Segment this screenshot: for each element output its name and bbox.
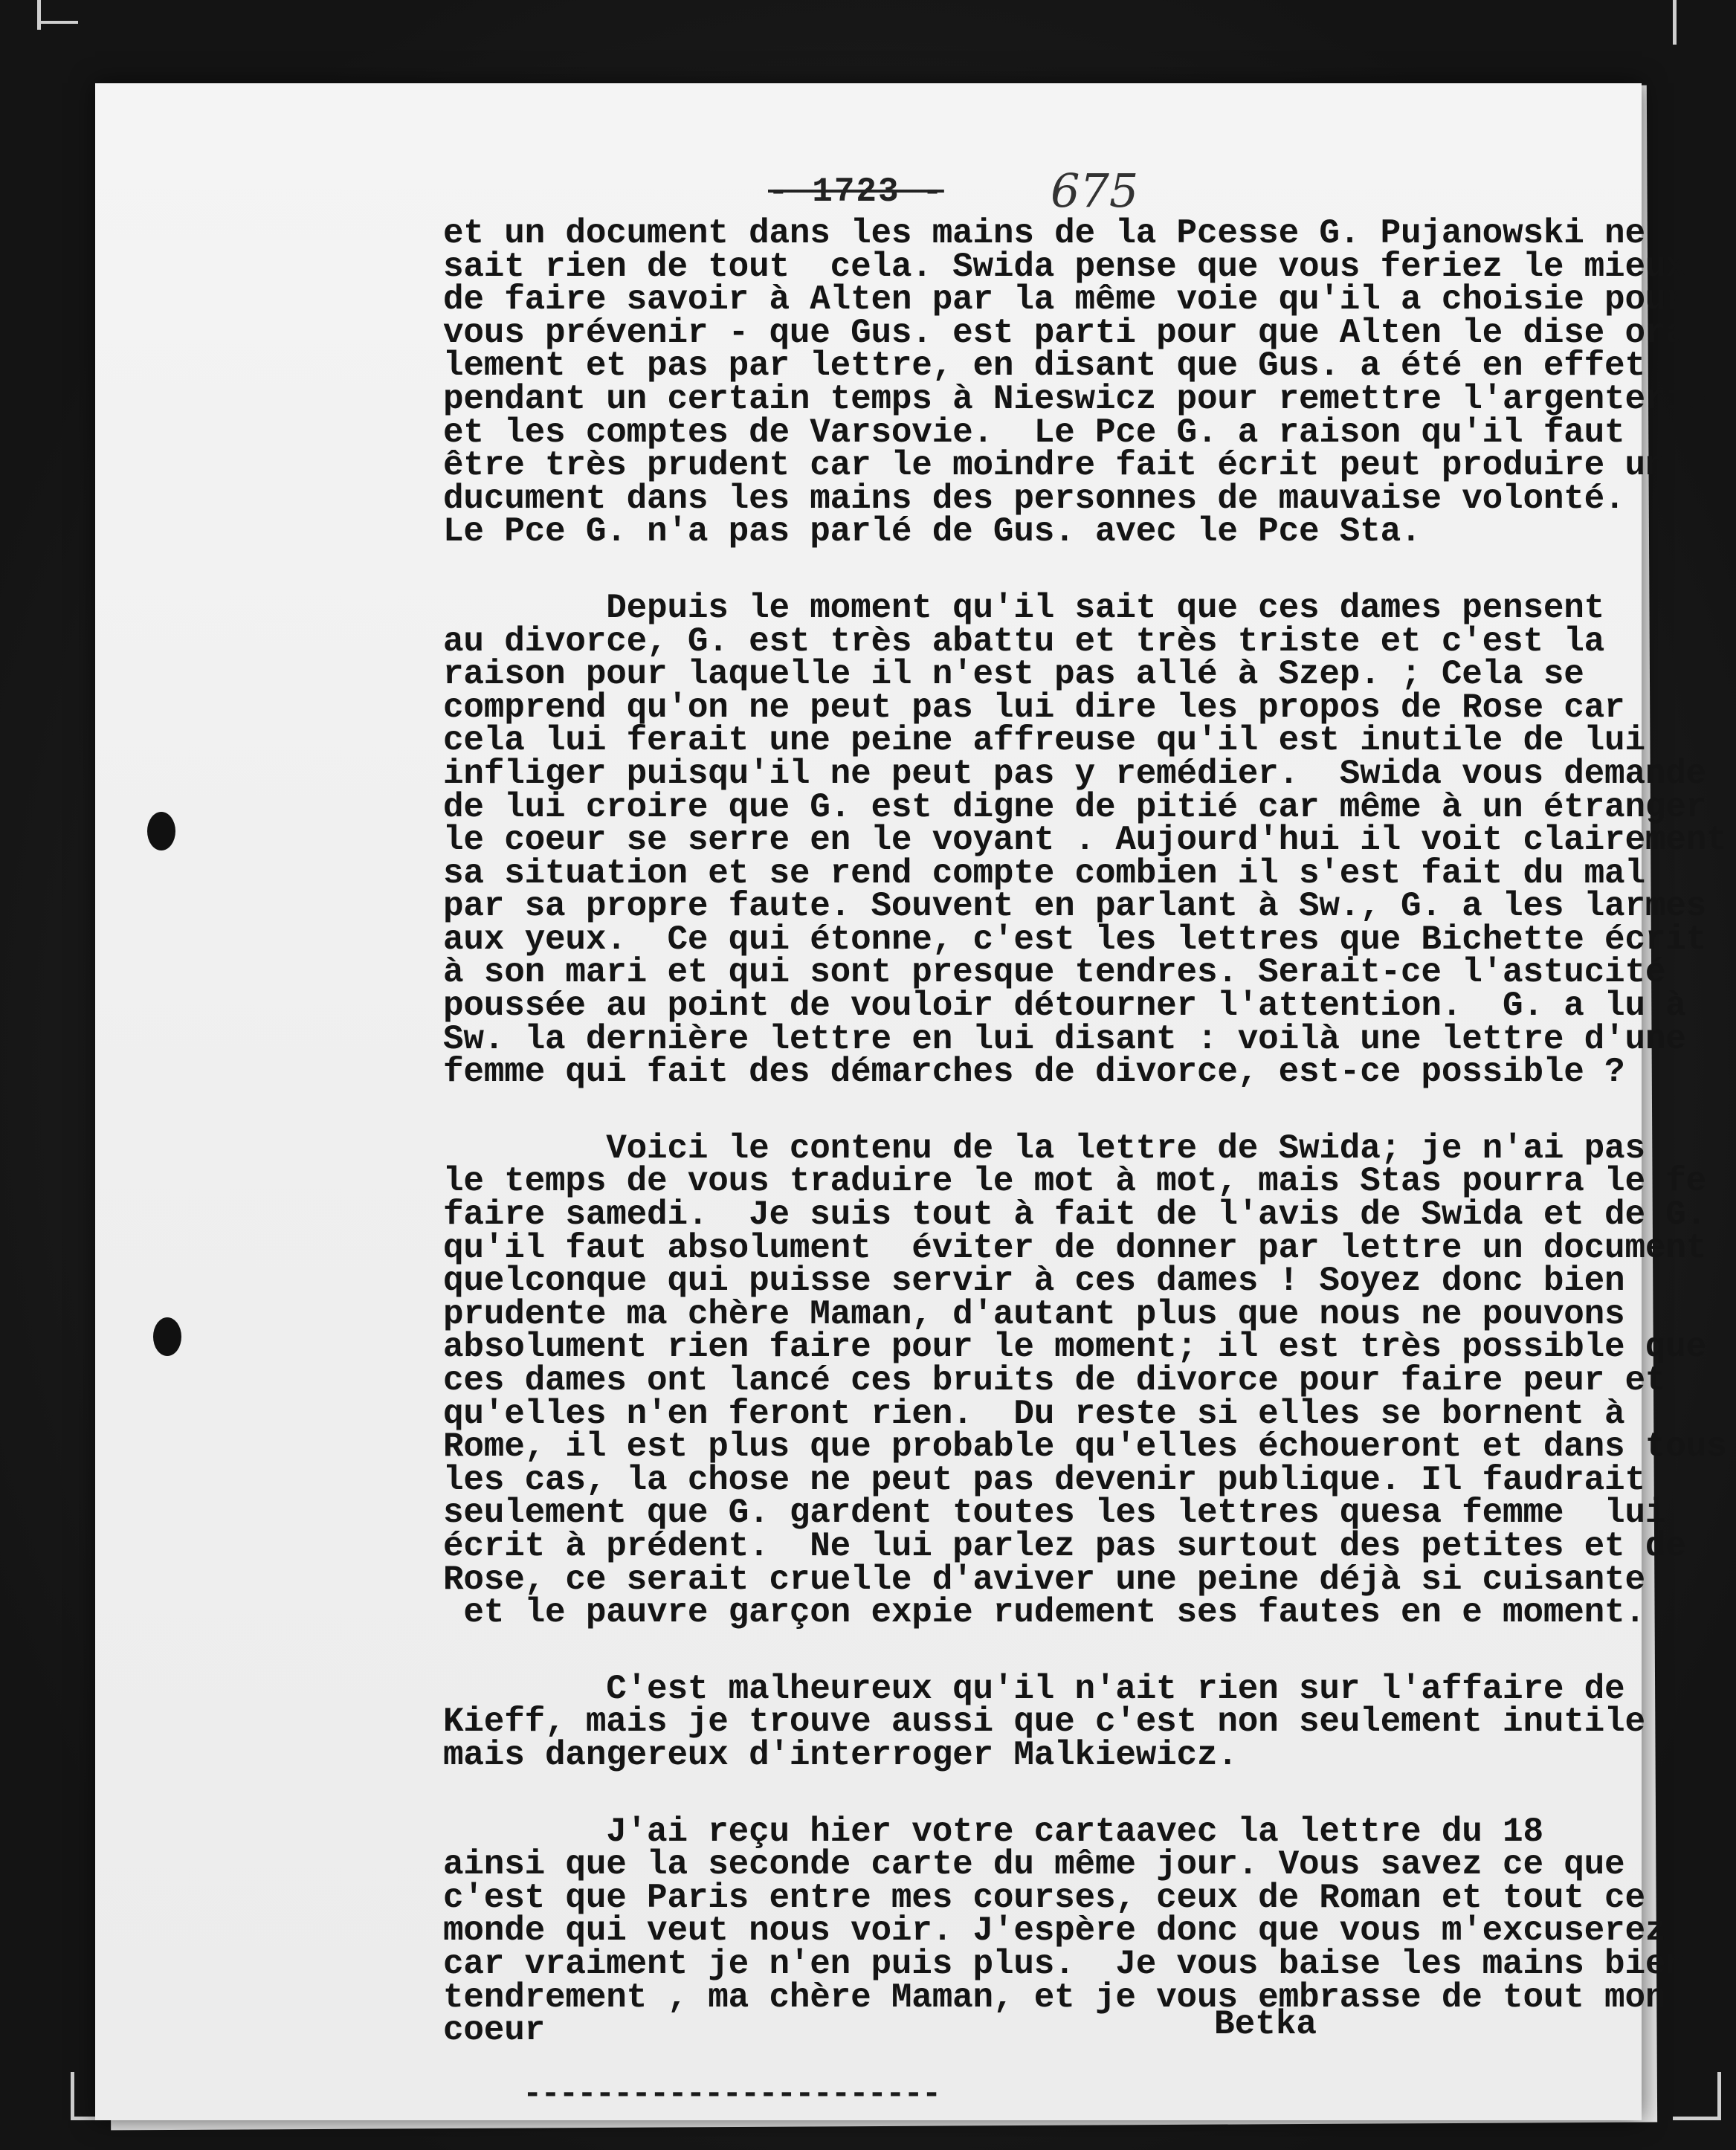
text-line: poussée au point de vouloir détourner l'attention. G. a lu à: [443, 987, 1686, 1026]
paragraph: [443, 214, 1722, 552]
crop-mark-top-right: [1673, 0, 1706, 45]
paragraph: [443, 588, 1727, 1092]
text-line: faire samedi. Je suis tout à fait de l'avis de Swida et de G.: [443, 1195, 1707, 1235]
text-line: Le Pce G. n'a pas parlé de Gus. avec le Pce Sta.: [443, 512, 1422, 552]
text-line: prudente ma chère Maman, d'autant plus que nous ne pouvons: [443, 1294, 1625, 1334]
text-line: infliger puisqu'il ne peut pas y remédier. Swida vous demande: [443, 754, 1707, 793]
text-line: écrit à prédent. Ne lui parlez pas surtout des petites et de: [443, 1526, 1686, 1566]
dashed-rule: -----------------------: [523, 2076, 940, 2113]
text-line: ces dames ont lancé ces bruits de divorce pour faire peur et: [443, 1361, 1666, 1400]
text-line: C'est malheureux qu'il n'ait rien sur l'affaire de: [443, 1669, 1625, 1708]
text-line: au divorce, G. est très abattu et très triste et c'est la: [443, 622, 1605, 661]
text-line: les cas, la chose ne peut pas devenir publique. Il faudrait: [443, 1460, 1645, 1499]
text-line: aux yeux. Ce qui étonne, c'est les lettres que Bichette écrit: [443, 920, 1707, 959]
text-line: ducument dans les mains des personnes de mauvaise volonté.: [443, 479, 1625, 518]
text-line: seulement que G. gardent toutes les lettres quesa femme lui: [443, 1494, 1666, 1533]
text-line: car vraiment je n'en puis plus. Je vous baise les mains bien: [443, 1944, 1686, 1983]
typewritten-page: [95, 83, 1727, 2120]
text-line: sait rien de tout cela. Swida pense que vous feriez le mieux: [443, 247, 1686, 286]
text-line: par sa propre faute. Souvent en parlant à Sw., G. a les larmes: [443, 887, 1707, 926]
page-number: - 1723 -: [768, 172, 944, 211]
text-line: qu'il faut absolument éviter de donner par lettre un document: [443, 1228, 1707, 1268]
text-line: et le pauvre garçon expie rudement ses fautes en e moment.: [443, 1593, 1645, 1633]
paragraph: [443, 1669, 1722, 1775]
signature: Betka: [1214, 2005, 1317, 2044]
punch-hole-upper: [147, 812, 175, 850]
text-line: à son mari et qui sont presque tendres. Serait-ce l'astucité: [443, 953, 1666, 992]
text-line: de faire savoir à Alten par la même voie qu'il a choisie pour: [443, 280, 1686, 320]
paragraph-gap: [443, 1089, 1722, 1132]
text-line: cela lui ferait une peine affreuse qu'il est inutile de lui: [443, 721, 1645, 761]
text-line: ainsi que la seconde carte du même jour. Vous savez ce que: [443, 1845, 1625, 1885]
crop-mark-top-left: [37, 0, 85, 30]
text-line: c'est que Paris entre mes courses, ceux de Roman et tout ce: [443, 1878, 1645, 1917]
text-line: et les comptes de Varsovie. Le Pce G. a raison qu'il faut: [443, 413, 1625, 452]
text-line: coeur: [443, 2011, 546, 2050]
text-line: monde qui veut nous voir. J'espère donc que vous m'excuserez: [443, 1911, 1666, 1951]
text-line: comprend qu'on ne peut pas lui dire les propos de Rose car: [443, 688, 1625, 727]
text-line: Voici le contenu de la lettre de Swida; je n'ai pas: [443, 1129, 1645, 1168]
paragraph-gap: [443, 1772, 1722, 1815]
paragraph-gap: [443, 549, 1722, 592]
text-line: quelconque qui puisse servir à ces dames ! Soyez donc bien: [443, 1262, 1625, 1301]
crop-mark-bottom-right: [1673, 2072, 1721, 2120]
text-line: J'ai reçu hier votre cartaavec la lettre du 18: [443, 1812, 1543, 1851]
text-line: être très prudent car le moindre fait écrit peut produire un: [443, 446, 1666, 485]
text-line: lement et pas par lettre, en disant que Gus. a été en effet: [443, 346, 1645, 386]
paragraph-gap: [443, 1630, 1722, 1673]
text-line: le temps de vous traduire le mot à mot, mais Stas pourra le fe: [443, 1162, 1707, 1201]
punch-hole-lower: [153, 1317, 181, 1356]
handwritten-folio-number: 675: [1051, 164, 1139, 218]
text-line: de lui croire que G. est digne de pitié car même à un étranger: [443, 787, 1707, 827]
text-line: femme qui fait des démarches de divorce, est-ce possible ?: [443, 1053, 1625, 1092]
text-line: et un document dans les mains de la Pcesse G. Pujanowski ne: [443, 214, 1645, 253]
text-line: mais dangereux d'interroger Malkiewicz.: [443, 1735, 1238, 1775]
text-line: qu'elles n'en feront rien. Du reste si elles se bornent à: [443, 1394, 1625, 1433]
text-line: sa situation et se rend compte combien il s'est fait du mal: [443, 853, 1645, 893]
text-line: Depuis le moment qu'il sait que ces dames pensent: [443, 588, 1605, 627]
text-line: tendrement , ma chère Maman, et je vous embrasse de tout mon: [443, 1978, 1666, 2017]
paragraph: [443, 1812, 1722, 2050]
text-line: Kieff, mais je trouve aussi que c'est non seulement inutile: [443, 1702, 1645, 1742]
text-line: Rome, il est plus que probable qu'elles échoueront et dans tous: [443, 1427, 1727, 1467]
text-line: le coeur se serre en le voyant . Aujourd'hui il voit clairement: [443, 821, 1727, 860]
text-line: Sw. la dernière lettre en lui disant : voilà une lettre d'une: [443, 1019, 1686, 1059]
text-line: vous prévenir - que Gus. est parti pour que Alten le dise ora-: [443, 313, 1707, 352]
text-line: raison pour laquelle il n'est pas allé à Szep. ; Cela se: [443, 655, 1584, 694]
paragraph: [443, 1129, 1727, 1633]
letter-body: [443, 214, 1727, 2050]
text-line: Rose, ce serait cruelle d'aviver une peine déjà si cuisante: [443, 1560, 1645, 1599]
text-line: pendant un certain temps à Nieswicz pour remettre l'argenterie: [443, 379, 1707, 419]
text-line: absolument rien faire pour le moment; il est très possible que: [443, 1328, 1707, 1367]
